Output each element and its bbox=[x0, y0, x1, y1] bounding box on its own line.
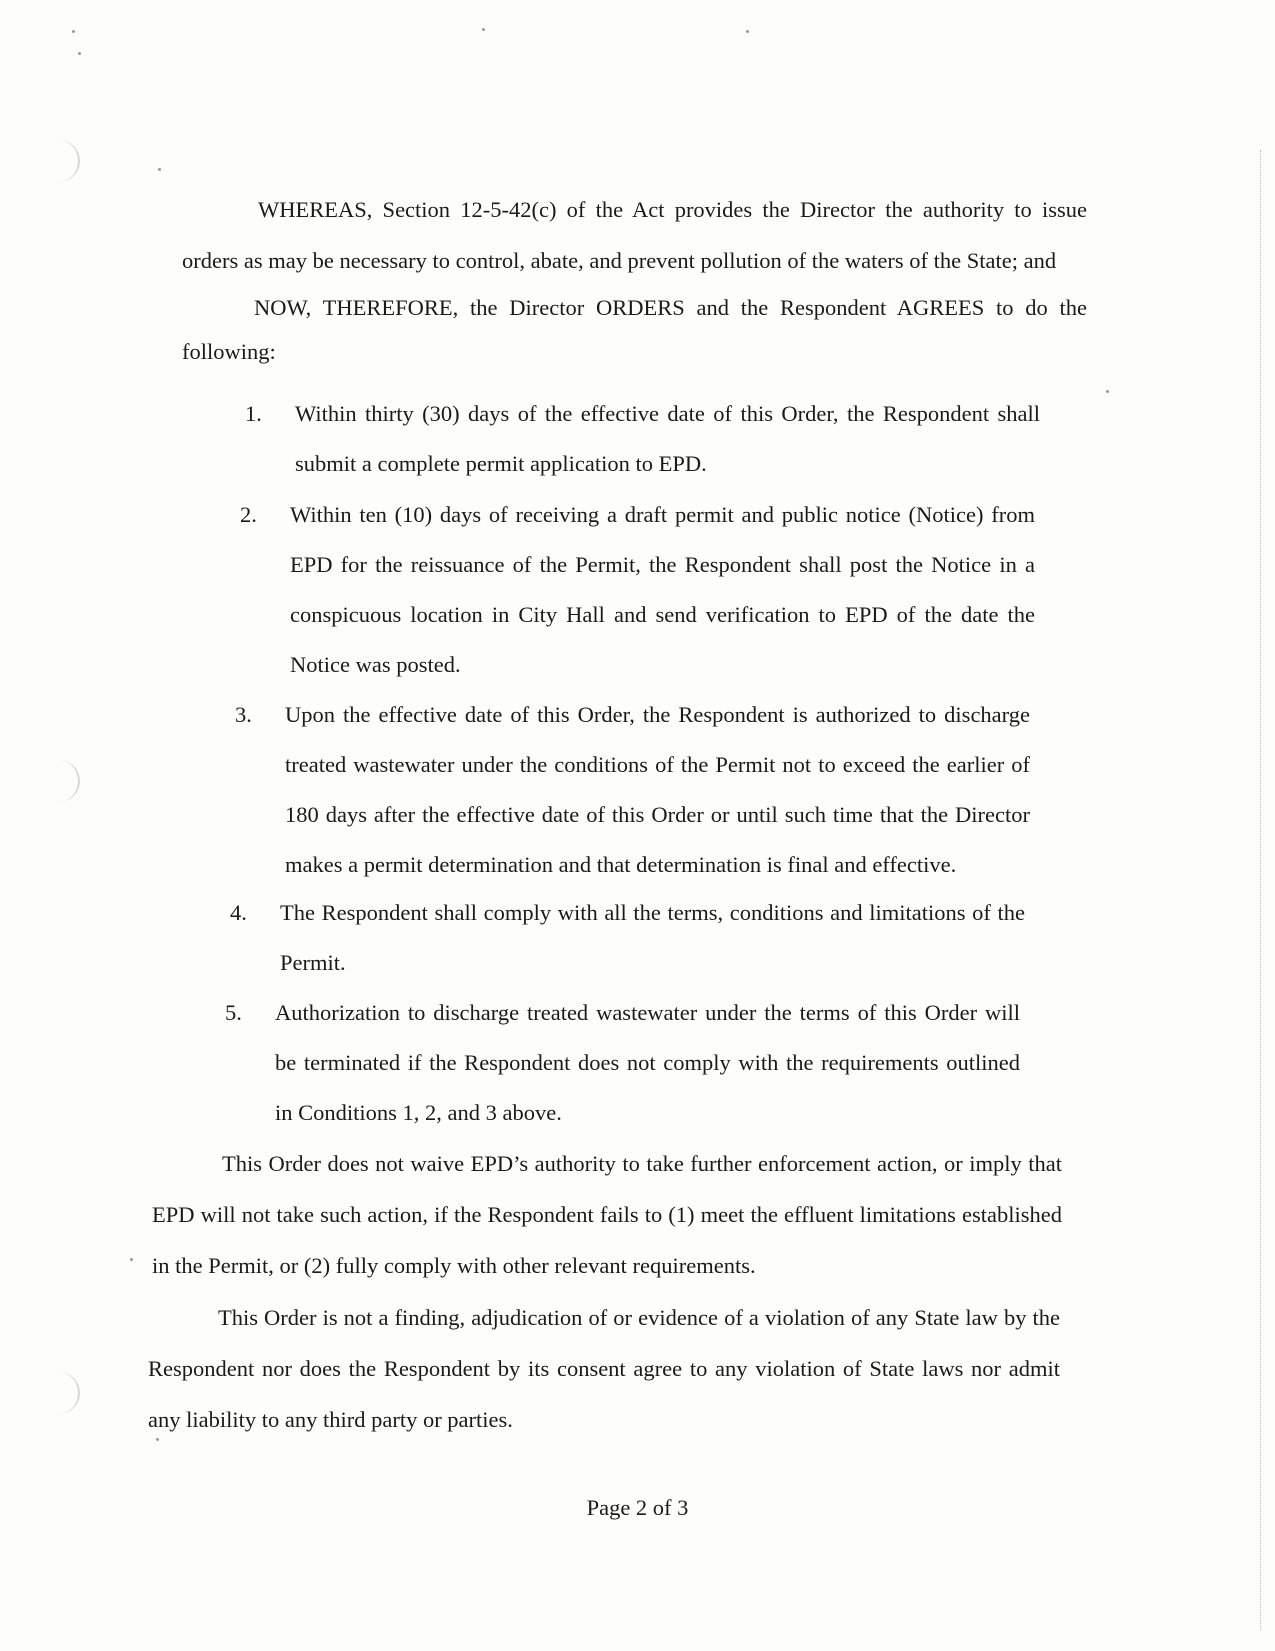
scan-speck bbox=[130, 1258, 133, 1261]
condition-number: 2. bbox=[240, 502, 257, 527]
condition-text: The Respondent shall comply with all the terms, conditions and limitations of the Permit. bbox=[280, 900, 1025, 975]
punch-hole-mark bbox=[48, 140, 80, 182]
condition-text: Upon the effective date of this Order, the Respondent is authorized to discharge treated wastewater under the conditions of the Permit not to exceed the earlier of 180 days after the effective date of this Order or until such time that the Director makes a permit determination and that determination is final and effective. bbox=[285, 702, 1030, 877]
whereas-paragraph: WHEREAS, Section 12-5-42(c) of the Act provides the Director the authority to issue orders as may be necessary to control, abate, and prevent pollution of the waters of the State; and bbox=[182, 197, 1087, 273]
scan-speck bbox=[72, 30, 75, 33]
scan-speck bbox=[78, 52, 81, 55]
scan-speck bbox=[482, 28, 485, 31]
punch-hole-mark bbox=[48, 760, 80, 802]
scan-edge-line bbox=[1260, 150, 1261, 1630]
waiver-paragraph: This Order does not waive EPD’s authority to take further enforcement action, or imply that EPD will not take such action, if the Respondent fails to (1) meet the effluent limitations established in the Permit, or (2) fully comply with other relevant requirements. bbox=[152, 1151, 1062, 1278]
scan-speck bbox=[1106, 390, 1109, 393]
condition-number: 4. bbox=[230, 900, 247, 925]
scan-speck bbox=[158, 168, 161, 171]
condition-number: 5. bbox=[225, 1000, 242, 1025]
condition-text: Within ten (10) days of receiving a draft permit and public notice (Notice) from EPD for the reissuance of the Permit, the Respondent shall post the Notice in a conspicuous location in City Hall and send verification to EPD of the date the Notice was posted. bbox=[290, 502, 1035, 677]
condition-text: Authorization to discharge treated wastewater under the terms of this Order will be terminated if the Respondent does not comply with the requirements outlined in Conditions 1, 2, and 3 above. bbox=[275, 1000, 1020, 1125]
punch-hole-mark bbox=[48, 1372, 80, 1414]
scan-speck bbox=[746, 30, 749, 33]
page-number-footer: Page 2 of 3 bbox=[586, 1495, 689, 1520]
now-therefore-paragraph: NOW, THEREFORE, the Director ORDERS and the Respondent AGREES to do the following: bbox=[182, 295, 1087, 364]
not-finding-paragraph: This Order is not a finding, adjudication of or evidence of a violation of any State law by the Respondent nor does the Respondent by its consent agree to any violation of State laws nor admit any liability to any third party or parties. bbox=[148, 1305, 1060, 1432]
condition-text: Within thirty (30) days of the effective date of this Order, the Respondent shall submit a complete permit application to EPD. bbox=[295, 401, 1040, 476]
condition-number: 3. bbox=[235, 702, 252, 727]
condition-number: 1. bbox=[245, 401, 262, 426]
